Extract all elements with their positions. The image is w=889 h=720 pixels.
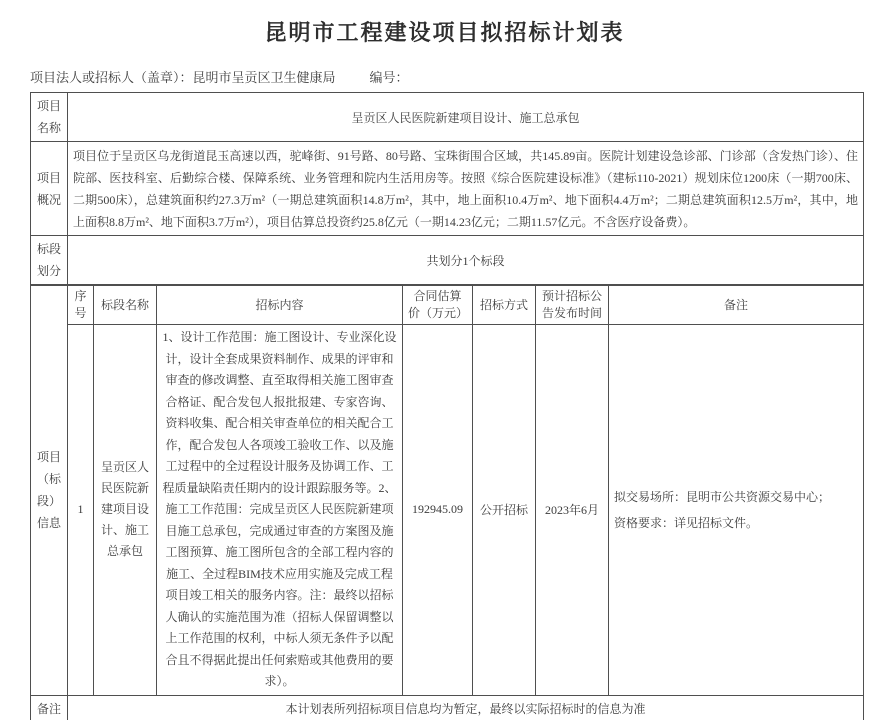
bid-section-content: 1、设计工作范围：施工图设计、专业深化设计，设计全套成果资料制作、成果的评审和审查的修改调整、直至取得相关施工图审查合格证、配合发包人报批报建、专家咨询、资料收集、配合相关审查单位的相关配合工作，配合发包人各项竣工验收工作、以及施工过程中的全过程设计服务及协调工作、工程质量缺陷责任期内的设计跟踪服务等。2、施工工作范围：完成呈贡区人民医院新建项目施工总承包，完成通过审查的方案图及施工图预算、施工图所包含的全部工程内容的施工、全过程BIM技术应用实施及完成工程项目竣工相关的服务内容。注：最终以招标人确认的实施范围为准（招标人保留调整以上工作范围的权利，中标人须无条件予以配合且不得据此提出任何索赔或其他费用的要求）。 xyxy=(157,325,403,696)
meta-line xyxy=(30,67,889,86)
header-note: 备注 xyxy=(609,285,864,325)
project-name-label: 项目名称 xyxy=(31,93,68,142)
bid-section-note-qualification: 资格要求：详见招标文件。 xyxy=(614,515,759,530)
project-overview-row xyxy=(31,142,864,236)
document-number-label: 编号： xyxy=(369,70,409,85)
bid-section-announce-time: 2023年6月 xyxy=(536,325,609,696)
section-division-value: 共划分1个标段 xyxy=(68,236,864,286)
section-division-label: 标段划分 xyxy=(31,236,68,286)
bid-section-row xyxy=(31,325,864,696)
project-name-value: 呈贡区人民医院新建项目设计、施工总承包 xyxy=(68,93,864,142)
project-name-row xyxy=(31,93,864,142)
header-estimated-price: 合同估算价（万元） xyxy=(403,285,473,325)
bid-section-method: 公开招标 xyxy=(473,325,536,696)
page-title: 昆明市工程建设项目拟招标计划表 xyxy=(264,20,625,45)
project-overview-label: 项目概况 xyxy=(31,142,68,236)
bid-section-name: 呈贡区人民医院新建项目设计、施工总承包 xyxy=(94,325,157,696)
bid-section-price: 192945.09 xyxy=(403,325,473,696)
table-header-row xyxy=(31,285,864,325)
bid-section-seq: 1 xyxy=(68,325,94,696)
remark-row xyxy=(31,695,864,720)
section-division-row xyxy=(31,236,864,286)
applicant-seal-text: 项目法人或招标人（盖章）：昆明市呈贡区卫生健康局 xyxy=(30,70,336,85)
remark-value: 本计划表所列招标项目信息均为暂定，最终以实际招标时的信息为准 xyxy=(68,695,864,720)
header-section-name: 标段名称 xyxy=(94,285,157,325)
remark-label: 备注 xyxy=(31,695,68,720)
bidding-plan-table xyxy=(30,92,864,720)
header-bid-content: 招标内容 xyxy=(157,285,403,325)
header-seq: 序号 xyxy=(68,285,94,325)
header-announce-time: 预计招标公告发布时间 xyxy=(536,285,609,325)
bid-section-note xyxy=(609,325,864,696)
section-info-label: 项目（标段）信息 xyxy=(31,285,68,695)
project-overview-value: 项目位于呈贡区乌龙街道昆玉高速以西，驼峰街、91号路、80号路、宝珠街围合区域，共145.89亩。医院计划建设急诊部、门诊部（含发热门诊）、住院部、医技科室、后勤综合楼、保障系统、业务管理和院内生活用房等。按照《综合医院建设标准》（建标110-2021）规划床位1200床（一期700床、二期500床），总建筑面积约27.3万m²（一期总建筑面积14.8万m²，其中，地上面积10.4万m²、地下面积4.4万m²；二期总建筑面积12.5万m²，其中，地上面积8.8万m²、地下面积3.7万m²），项目估算总投资约25.8亿元（一期14.23亿元；二期11.57亿元。不含医疗设备费）。 xyxy=(68,142,864,236)
header-bid-method: 招标方式 xyxy=(473,285,536,325)
bid-section-note-venue: 拟交易场所：昆明市公共资源交易中心； xyxy=(614,489,831,504)
